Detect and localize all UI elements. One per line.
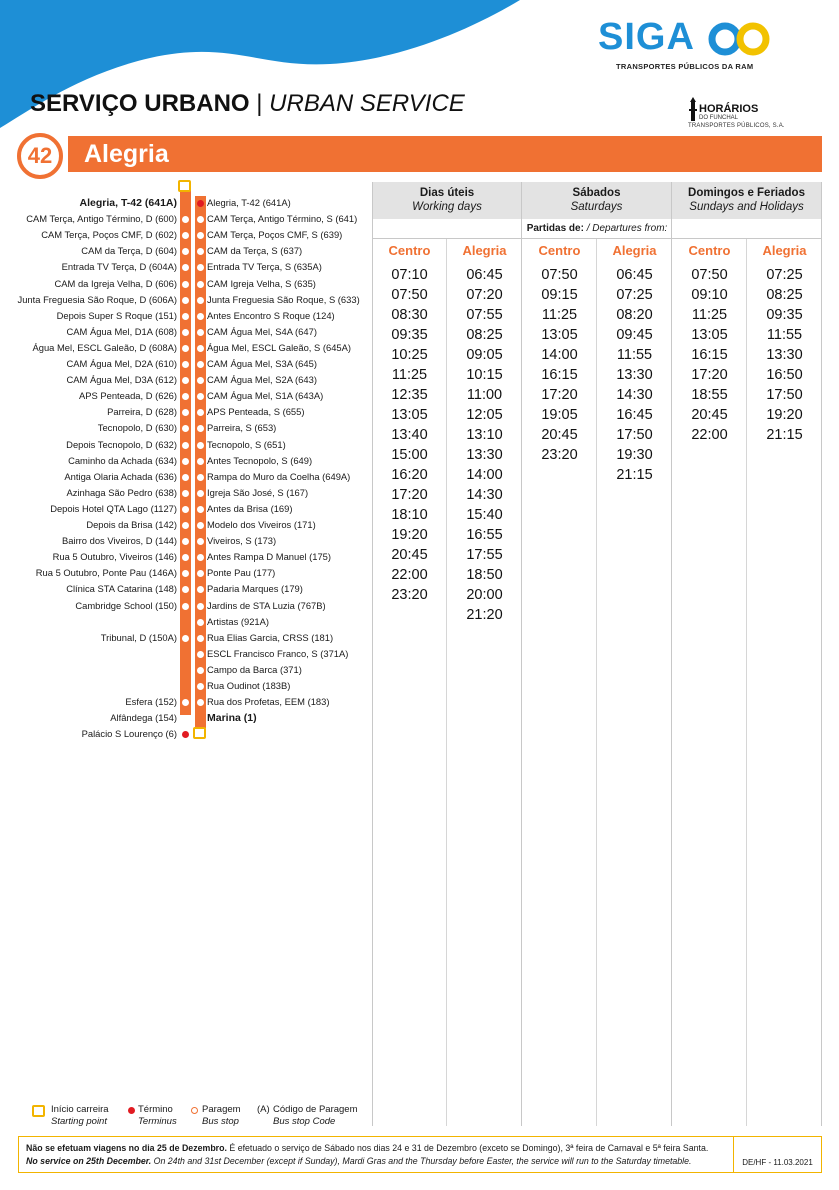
departure-time: 08:25 xyxy=(466,327,503,343)
departure-time: 09:45 xyxy=(616,327,653,343)
stop-label: Antiga Olaria Achada (636) xyxy=(64,470,177,482)
day-title-en: Sundays and Holidays xyxy=(689,201,804,213)
stop-label: Entrada TV Terça, S (635A) xyxy=(207,261,322,273)
departure-time: 16:55 xyxy=(466,527,503,543)
tower-icon xyxy=(688,97,698,121)
departure-time: 22:00 xyxy=(691,427,728,443)
stop-label: CAM Água Mel, D1A (608) xyxy=(66,325,177,337)
operator-sub: DO FUNCHAL xyxy=(699,115,739,121)
bus-stop-icon xyxy=(182,442,189,449)
bus-stop-icon xyxy=(182,361,189,368)
departure-time: 14:00 xyxy=(466,467,503,483)
departure-time: 15:40 xyxy=(466,507,503,523)
column-origin: Centro xyxy=(688,243,731,258)
legend-start-en: Starting point xyxy=(51,1116,107,1127)
day-title-pt: Domingos e Feriados xyxy=(688,187,805,199)
day-title-en: Saturdays xyxy=(570,201,623,213)
departure-time: 19:30 xyxy=(616,447,653,463)
bus-stop-icon xyxy=(191,1107,198,1114)
stop-label: Tribunal, D (150A) xyxy=(100,631,177,643)
stop-label: Azinhaga São Pedro (638) xyxy=(66,486,177,498)
route-name: Alegria xyxy=(84,140,169,168)
departure-time: 22:00 xyxy=(391,567,428,583)
bus-stop-icon xyxy=(197,522,204,529)
notice-pt-bold: Não se efetuam viagens no dia 25 de Dezembro. xyxy=(26,1143,227,1153)
stop-label: Marina (1) xyxy=(207,712,257,725)
departure-time: 14:30 xyxy=(466,487,503,503)
legend-terminus xyxy=(138,1104,177,1128)
departure-time: 07:50 xyxy=(541,267,578,283)
stop-label: Padaria Marques (179) xyxy=(207,583,303,595)
stop-label: Alegria, T-42 (641A) xyxy=(79,197,177,209)
departure-time: 11:55 xyxy=(616,347,653,363)
terminus-icon xyxy=(182,731,189,738)
bus-stop-icon xyxy=(182,715,189,722)
departure-time: 15:00 xyxy=(391,447,428,463)
bus-end-icon xyxy=(193,727,206,739)
departure-time: 07:10 xyxy=(391,267,428,283)
departure-time: 17:20 xyxy=(391,487,428,503)
stop-label: Antes Tecnopolo, S (649) xyxy=(207,454,313,466)
departure-time: 17:50 xyxy=(616,427,653,443)
stop-label: Cambridge School (150) xyxy=(75,599,177,611)
stop-label: CAM Água Mel, D3A (612) xyxy=(66,374,177,386)
departure-time: 07:55 xyxy=(466,307,503,323)
stop-label: Caminho da Achada (634) xyxy=(68,454,177,466)
service-title xyxy=(30,90,465,118)
departure-time: 16:45 xyxy=(616,407,653,423)
day-header-working xyxy=(373,182,521,219)
logo-text: SIGA xyxy=(598,16,695,58)
stop-label: Alfândega (154) xyxy=(110,712,177,724)
departure-time: 16:15 xyxy=(691,347,728,363)
departure-time: 13:05 xyxy=(541,327,578,343)
departure-time: 06:45 xyxy=(616,267,653,283)
departure-time: 12:35 xyxy=(391,387,428,403)
bus-stop-icon xyxy=(182,522,189,529)
stop-label: Antes Rampa D Manuel (175) xyxy=(207,551,332,563)
departure-time: 07:25 xyxy=(616,287,653,303)
bus-start-icon xyxy=(178,180,191,192)
stop-label: CAM Terça, Poços CMF, D (602) xyxy=(41,229,177,241)
departure-time: 09:35 xyxy=(391,327,428,343)
bus-stop-icon xyxy=(197,635,204,642)
departure-time: 11:00 xyxy=(466,387,503,403)
departure-time: 13:10 xyxy=(466,427,503,443)
stop-label: Campo da Barca (371) xyxy=(207,663,302,675)
stop-label: Rua 5 Outubro, Ponte Pau (146A) xyxy=(35,567,177,579)
departure-times xyxy=(522,265,597,465)
bus-stop-icon xyxy=(197,603,204,610)
departure-time: 13:30 xyxy=(466,447,503,463)
departure-time: 17:20 xyxy=(541,387,578,403)
departure-times xyxy=(672,265,747,445)
bus-stop-icon xyxy=(197,458,204,465)
day-title-pt: Dias úteis xyxy=(419,187,475,199)
bus-stop-icon xyxy=(182,603,189,610)
column-origin: Alegria xyxy=(462,243,507,258)
departure-time: 17:20 xyxy=(691,367,728,383)
stop-label: Depois Hotel QTA Lago (1127) xyxy=(50,502,177,514)
document-code: DE/HF - 11.03.2021 xyxy=(733,1137,821,1172)
bus-stop-icon xyxy=(197,619,204,626)
departure-time: 20:45 xyxy=(391,547,428,563)
day-header-sunday xyxy=(672,182,821,219)
legend-stop-en: Bus stop xyxy=(202,1116,239,1127)
legend-terminus-en: Terminus xyxy=(138,1116,177,1127)
bus-stop-icon xyxy=(197,442,204,449)
bus-stop-icon xyxy=(182,458,189,465)
bus-stop-icon xyxy=(182,329,189,336)
stop-label: CAM Água Mel, S1A (643A) xyxy=(207,390,324,402)
bus-stop-icon xyxy=(182,474,189,481)
terminus-icon xyxy=(128,1107,135,1114)
stop-label: Junta Freguesia São Roque, S (633) xyxy=(207,293,360,305)
departure-time: 13:40 xyxy=(391,427,428,443)
stop-label: Rua Oudinot (183B) xyxy=(207,680,291,691)
stop-label: Depois Tecnopolo, D (632) xyxy=(66,438,177,450)
stop-label: Depois da Brisa (142) xyxy=(86,519,177,530)
departure-time: 07:50 xyxy=(691,267,728,283)
day-title-pt: Sábados xyxy=(572,187,621,199)
stop-label: Parreira, S (653) xyxy=(207,422,277,434)
departures-label-pt: Partidas de: xyxy=(526,223,584,234)
stop-label: CAM Água Mel, S2A (643) xyxy=(207,374,317,386)
stop-label: Bairro dos Viveiros, D (144) xyxy=(62,535,177,547)
service-title-pt: SERVIÇO URBANO xyxy=(30,90,250,117)
departure-time: 09:35 xyxy=(766,307,803,323)
departure-time: 16:50 xyxy=(766,367,803,383)
departure-time: 19:20 xyxy=(766,407,803,423)
departure-time: 14:00 xyxy=(541,347,578,363)
departure-time: 11:25 xyxy=(541,307,578,323)
legend-code xyxy=(273,1104,358,1128)
footer-text xyxy=(26,1142,708,1168)
departures-row xyxy=(372,219,822,239)
stop-label: Rua 5 Outubro, Viveiros (146) xyxy=(52,551,177,563)
departure-time: 16:20 xyxy=(391,467,428,483)
departure-times xyxy=(747,265,822,445)
stop-label: CAM Água Mel, S3A (645) xyxy=(207,358,317,369)
stop-label: Igreja São José, S (167) xyxy=(207,486,309,498)
departure-time: 21:15 xyxy=(766,427,803,443)
departure-time: 07:50 xyxy=(391,287,428,303)
departure-time: 18:10 xyxy=(391,507,428,523)
bus-stop-icon xyxy=(197,490,204,497)
bus-stop-icon xyxy=(197,281,204,288)
departure-times xyxy=(597,265,672,485)
stop-label: Entrada TV Terça, D (604A) xyxy=(61,261,177,273)
departure-time: 10:25 xyxy=(391,347,428,363)
column-origin: Alegria xyxy=(612,243,657,258)
stop-label: Antes Encontro S Roque (124) xyxy=(207,309,335,321)
stop-label: Rua Elias Garcia, CRSS (181) xyxy=(207,631,334,643)
operator-name: HORÁRIOS xyxy=(699,103,759,115)
stop-label: APS Penteada, S (655) xyxy=(207,406,305,418)
departure-time: 09:05 xyxy=(466,347,503,363)
stop-label: CAM Água Mel, D2A (610) xyxy=(66,358,177,369)
bus-stop-icon xyxy=(182,635,189,642)
bus-stop-icon xyxy=(197,683,204,690)
departure-time: 08:20 xyxy=(616,307,653,323)
operator-logo xyxy=(688,97,798,131)
day-title-en: Working days xyxy=(412,201,482,213)
siga-logo xyxy=(598,16,788,76)
departure-time: 09:10 xyxy=(691,287,728,303)
stop-label: Esfera (152) xyxy=(125,696,177,708)
stop-label: CAM Igreja Velha, S (635) xyxy=(207,277,316,289)
departure-time: 23:20 xyxy=(541,447,578,463)
operator-sub2: TRANSPORTES PÚBLICOS, S.A. xyxy=(688,123,785,129)
infinity-icon xyxy=(708,22,770,56)
departure-time: 18:50 xyxy=(466,567,503,583)
terminus-icon xyxy=(197,200,204,207)
stop-label: Tecnopolo, D (630) xyxy=(97,422,177,434)
departure-time: 20:45 xyxy=(541,427,578,443)
bus-stop-icon xyxy=(197,506,204,513)
departure-time: 07:20 xyxy=(466,287,503,303)
notice-pt: É efetuado o serviço de Sábado nos dias 24 e 31 de Dezembro (exceto se Domingo), 3ª feira de Carnaval e 5ª feira Santa. xyxy=(226,1143,709,1153)
legend-start-pt: Início carreira xyxy=(51,1104,109,1115)
departures-label-en: / Departures from: xyxy=(586,223,668,234)
stop-label: Modelo dos Viveiros (171) xyxy=(207,519,316,530)
departure-time: 08:25 xyxy=(766,287,803,303)
stop-label: Viveiros, S (173) xyxy=(207,535,277,547)
logo-tagline: TRANSPORTES PÚBLICOS DA RAM xyxy=(616,62,754,71)
day-header-saturday xyxy=(522,182,671,219)
bus-stop-icon xyxy=(182,490,189,497)
stop-label: CAM Terça, Antigo Término, S (641) xyxy=(207,213,358,225)
notice-en: On 24th and 31st December (except if Sunday), Mardi Gras and the Thursday before Easter, the service will run to the Saturday timetable. xyxy=(151,1156,692,1166)
legend-stop-pt: Paragem xyxy=(202,1104,241,1115)
departure-time: 07:25 xyxy=(766,267,803,283)
legend-terminus-pt: Término xyxy=(138,1104,173,1115)
departure-time: 17:55 xyxy=(466,547,503,563)
bus-stop-icon xyxy=(182,506,189,513)
departure-time: 13:30 xyxy=(616,367,653,383)
bus-stop-icon xyxy=(182,297,189,304)
stop-label: Rua dos Profetas, EEM (183) xyxy=(207,696,330,708)
departure-time: 11:25 xyxy=(691,307,728,323)
bus-stop-icon xyxy=(197,651,204,658)
footer-notice xyxy=(18,1136,822,1173)
stop-label: Rampa do Muro da Coelha (649A) xyxy=(207,470,351,482)
departure-time: 11:55 xyxy=(766,327,803,343)
departure-time: 12:05 xyxy=(466,407,503,423)
column-origin: Centro xyxy=(538,243,581,258)
departure-time: 13:30 xyxy=(766,347,803,363)
bus-start-icon xyxy=(32,1105,45,1117)
departure-time: 23:20 xyxy=(391,587,428,603)
departure-time: 20:45 xyxy=(691,407,728,423)
bus-stop-icon xyxy=(182,313,189,320)
bus-stop-icon xyxy=(197,345,204,352)
bus-stop-icon xyxy=(197,667,204,674)
bus-stop-icon xyxy=(197,474,204,481)
legend-start xyxy=(51,1104,109,1128)
legend-code-en: Bus stop Code xyxy=(273,1116,336,1127)
departure-time: 10:15 xyxy=(466,367,503,383)
stop-label: Palácio S Lourenço (6) xyxy=(81,728,177,740)
stop-label: CAM da Terça, D (604) xyxy=(81,245,177,257)
stop-label: APS Penteada, D (626) xyxy=(79,390,177,402)
stop-label: Jardins de STA Luzia (767B) xyxy=(207,599,326,611)
stop-label: Depois Super S Roque (151) xyxy=(56,309,177,321)
legend-code-pt: Código de Paragem xyxy=(273,1104,358,1115)
notice-en-bold: No service on 25th December. xyxy=(26,1156,152,1166)
departure-time: 16:15 xyxy=(541,367,578,383)
stop-label: CAM Terça, Antigo Término, D (600) xyxy=(26,213,177,225)
stop-label: Clínica STA Catarina (148) xyxy=(66,583,177,595)
departure-time: 21:20 xyxy=(466,607,503,623)
departure-times xyxy=(372,265,447,605)
stop-label: CAM da Igreja Velha, D (606) xyxy=(54,277,177,289)
column-origin: Centro xyxy=(388,243,431,258)
departure-time: 06:45 xyxy=(466,267,503,283)
stop-label: Tecnopolo, S (651) xyxy=(207,438,286,450)
service-title-en: URBAN SERVICE xyxy=(269,90,465,117)
stop-label: Artistas (921A) xyxy=(207,615,269,627)
route-number: 42 xyxy=(17,133,63,179)
stop-label: Ponte Pau (177) xyxy=(207,567,276,579)
bus-stop-icon xyxy=(197,329,204,336)
departure-time: 08:30 xyxy=(391,307,428,323)
stop-label: CAM Terça, Poços CMF, S (639) xyxy=(207,229,343,241)
legend-code-mark: (A) xyxy=(257,1104,270,1115)
stop-label: ESCL Francisco Franco, S (371A) xyxy=(207,647,349,659)
stop-label: CAM da Terça, S (637) xyxy=(207,245,303,257)
legend-stop xyxy=(202,1104,241,1128)
departure-time: 13:05 xyxy=(691,327,728,343)
departure-time: 19:05 xyxy=(541,407,578,423)
column-origin: Alegria xyxy=(762,243,807,258)
stop-label: Alegria, T-42 (641A) xyxy=(207,197,291,208)
bus-stop-icon xyxy=(182,281,189,288)
bus-stop-icon xyxy=(197,313,204,320)
departure-time: 14:30 xyxy=(616,387,653,403)
bus-stop-icon xyxy=(197,297,204,304)
departure-time: 09:15 xyxy=(541,287,578,303)
stop-label: Parreira, D (628) xyxy=(107,406,177,418)
stop-label: Água Mel, ESCL Galeão, D (608A) xyxy=(32,341,177,353)
departure-time: 13:05 xyxy=(391,407,428,423)
stop-label: Antes da Brisa (169) xyxy=(207,502,293,514)
bus-stop-icon xyxy=(197,361,204,368)
bus-stop-icon xyxy=(182,345,189,352)
stop-label: Água Mel, ESCL Galeão, S (645A) xyxy=(207,341,351,353)
departure-time: 18:55 xyxy=(691,387,728,403)
stop-label: CAM Água Mel, S4A (647) xyxy=(207,325,317,337)
departure-time: 19:20 xyxy=(391,527,428,543)
departure-time: 11:25 xyxy=(391,367,428,383)
title-separator: | xyxy=(256,90,263,117)
departure-times xyxy=(447,265,522,625)
route-banner xyxy=(68,136,822,172)
departure-time: 17:50 xyxy=(766,387,803,403)
stop-label: Junta Freguesia São Roque, D (606A) xyxy=(17,293,177,305)
departure-time: 20:00 xyxy=(466,587,503,603)
departure-time: 21:15 xyxy=(616,467,653,483)
